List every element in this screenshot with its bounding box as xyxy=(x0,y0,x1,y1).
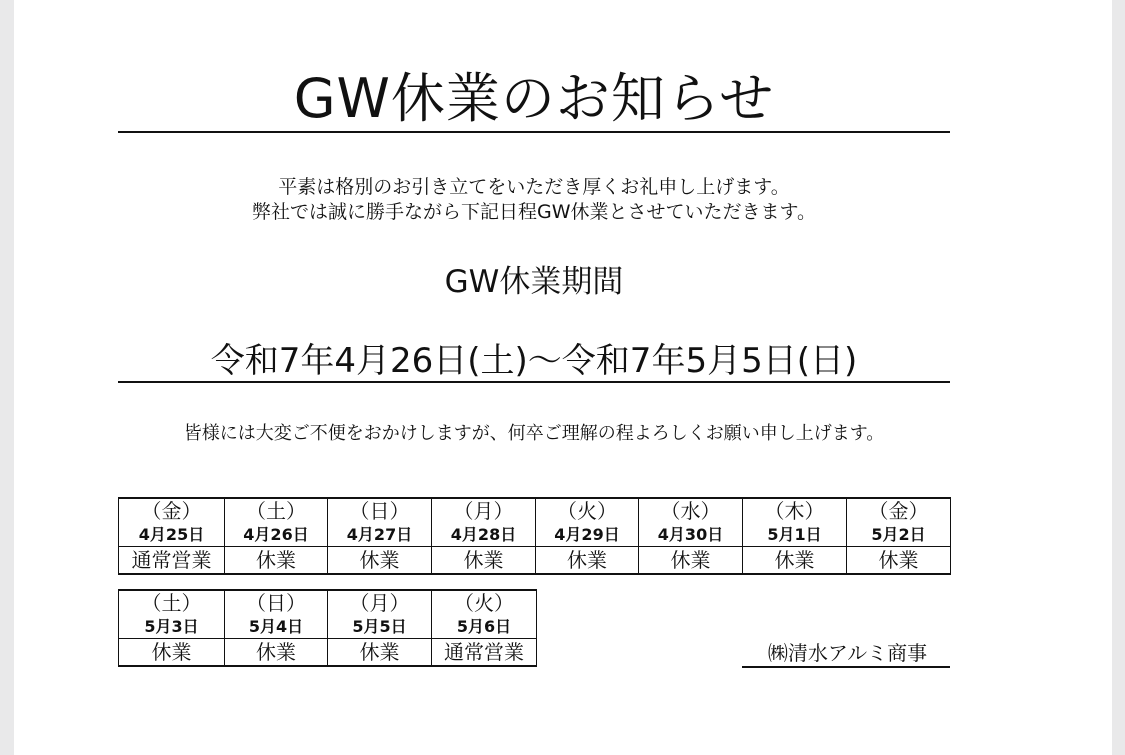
date-cell: 5月6日 xyxy=(432,616,537,639)
weekday-cell: （金） xyxy=(847,498,951,524)
weekday-cell: （火） xyxy=(432,590,537,616)
status-cell: 休業 xyxy=(432,547,536,575)
weekday-cell: （水） xyxy=(639,498,743,524)
weekday-cell: （月） xyxy=(432,498,536,524)
company-name: ㈱清水アルミ商事 xyxy=(767,641,928,665)
weekday-cell: （金） xyxy=(119,498,225,524)
date-cell: 4月27日 xyxy=(328,524,432,547)
weekday-row xyxy=(119,498,951,524)
date-cell: 5月4日 xyxy=(225,616,328,639)
status-cell: 休業 xyxy=(119,639,225,667)
status-cell: 休業 xyxy=(536,547,639,575)
company-underline xyxy=(742,666,950,668)
date-cell: 4月30日 xyxy=(639,524,743,547)
date-row xyxy=(119,524,951,547)
date-cell: 4月29日 xyxy=(536,524,639,547)
intro-line-2: 弊社では誠に勝手ながら下記日程GW休業とさせていただきます。 xyxy=(252,201,816,223)
status-cell: 休業 xyxy=(328,639,432,667)
weekday-cell: （火） xyxy=(536,498,639,524)
status-cell: 休業 xyxy=(847,547,951,575)
status-cell: 休業 xyxy=(225,547,328,575)
status-row xyxy=(119,547,951,575)
date-cell: 5月5日 xyxy=(328,616,432,639)
date-cell: 5月2日 xyxy=(847,524,951,547)
status-cell: 休業 xyxy=(639,547,743,575)
date-cell: 5月1日 xyxy=(743,524,847,547)
weekday-cell: （月） xyxy=(328,590,432,616)
notice-title: GW休業のお知らせ xyxy=(293,67,775,130)
date-cell: 4月25日 xyxy=(119,524,225,547)
status-cell: 休業 xyxy=(328,547,432,575)
weekday-row xyxy=(119,590,537,616)
weekday-cell: （土） xyxy=(119,590,225,616)
weekday-cell: （日） xyxy=(328,498,432,524)
weekday-cell: （土） xyxy=(225,498,328,524)
status-cell: 通常営業 xyxy=(119,547,225,575)
intro-line-1: 平素は格別のお引き立てをいただき厚くお礼申し上げます。 xyxy=(278,176,790,198)
date-row xyxy=(119,616,537,639)
apology-text: 皆様には大変ご不便をおかけしますが、何卒ご理解の程よろしくお願い申し上げます。 xyxy=(183,423,885,444)
weekday-cell: （木） xyxy=(743,498,847,524)
status-cell: 通常営業 xyxy=(432,639,537,667)
date-cell: 5月3日 xyxy=(119,616,225,639)
date-cell: 4月26日 xyxy=(225,524,328,547)
status-row xyxy=(119,639,537,667)
status-cell: 休業 xyxy=(743,547,847,575)
holiday-period-heading: GW休業期間 xyxy=(444,264,624,300)
schedule-table-1 xyxy=(118,497,951,575)
holiday-period-dates: 令和7年4月26日(土)～令和7年5月5日(日) xyxy=(210,341,858,381)
status-cell: 休業 xyxy=(225,639,328,667)
period-underline xyxy=(118,381,950,383)
date-cell: 4月28日 xyxy=(432,524,536,547)
schedule-table-2 xyxy=(118,589,537,667)
weekday-cell: （日） xyxy=(225,590,328,616)
title-underline xyxy=(118,131,950,133)
